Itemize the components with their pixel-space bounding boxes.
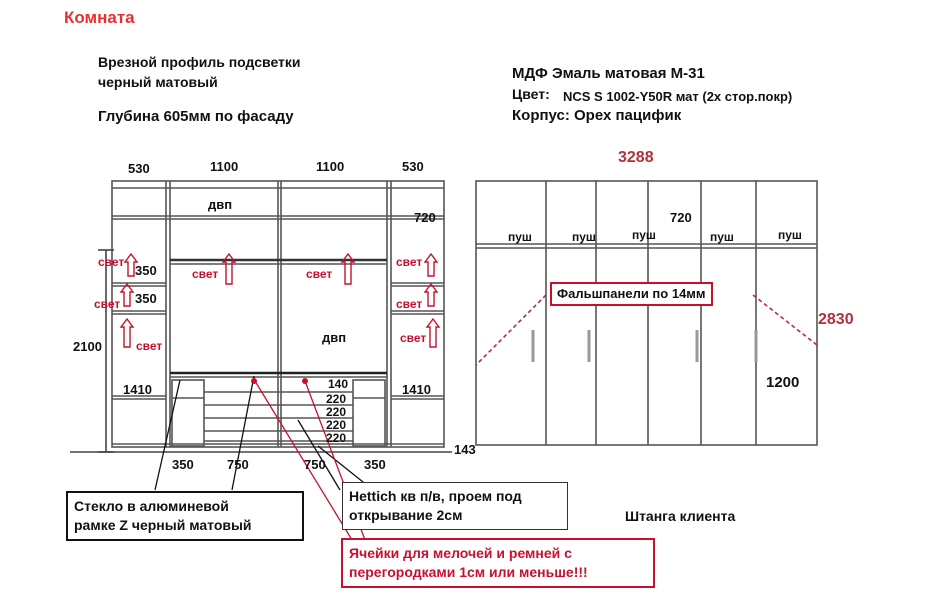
cells-callout-line1: Ячейки для мелочей и ремней с [349,545,572,561]
depth-note: Глубина 605мм по фасаду [98,108,294,125]
light-label-center-1: свет [192,267,219,281]
push-label-2: пуш [572,230,596,244]
glass-callout-line1: Стекло в алюминевой [74,498,229,514]
bottom-width-1: 350 [172,457,194,472]
drawer-220-label-4: 220 [326,431,347,445]
top-dvp-label: двп [208,197,233,212]
height-2100-label: 2100 [73,339,102,354]
profile-note-line2: черный матовый [98,74,218,90]
drawer-140-label: 140 [328,377,349,391]
material-note: МДФ Эмаль матовая М-31 [512,65,705,82]
left-1410-label: 1410 [123,382,152,397]
light-label-center-2: свет [306,267,333,281]
push-label-1: пуш [508,230,532,244]
hettich-callout [342,482,568,530]
width-label-4: 530 [402,159,424,174]
right-facade-outline [476,181,817,445]
drawer-220-label-2: 220 [326,405,347,419]
bottom-width-4: 350 [364,457,386,472]
middle-dvp-label: двп [322,330,347,345]
light-label-left-1: свет [98,255,125,269]
width-label-2: 1100 [210,159,239,174]
light-label-left-3: свет [136,339,163,353]
light-label-right-1: свет [396,255,423,269]
shelf-350-label-a: 350 [135,263,157,278]
drawer-220-label-1: 220 [326,392,347,406]
right-1410-label: 1410 [402,382,431,397]
drawer-220-label-3: 220 [326,418,347,432]
cells-callout [341,538,655,588]
total-width-3288: 3288 [618,149,654,166]
room-title: Комната [64,8,135,27]
right-view-720-label: 720 [670,210,692,225]
plinth-143-label: 143 [454,442,476,457]
color-value: NCS S 1002-Y50R мат (2х стор.покр) [563,89,793,104]
light-label-right-3: свет [400,331,427,345]
width-label-1: 530 [128,161,150,176]
shelf-350-label-b: 350 [135,291,157,306]
hettich-callout-line1: Hettich кв п/в, проем под [349,488,522,504]
width-label-3: 1100 [316,159,345,174]
height-1200-label: 1200 [766,374,800,391]
right-720-label: 720 [414,210,436,225]
bottom-width-3: 750 [304,457,326,472]
body-note: Корпус: Орех пацифик [512,107,682,124]
glass-callout [66,491,304,541]
bottom-width-2: 750 [227,457,249,472]
false-panels-box [550,282,713,306]
false-panels-text: Фальшпанели по 14мм [557,286,706,301]
hettich-callout-line2: открывание 2см [349,506,463,523]
light-label-right-2: свет [396,297,423,311]
push-label-3: пуш [632,228,656,242]
push-label-5: пуш [778,228,802,242]
push-label-4: пуш [710,230,734,244]
rod-note: Штанга клиента [625,508,736,524]
light-label-left-2: свет [94,297,121,311]
color-label: Цвет: [512,86,550,102]
profile-note-line1: Врезной профиль подсветки [98,54,301,70]
glass-callout-line2: рамке Z черный матовый [74,516,252,533]
cells-callout-line2: перегородками 1см или меньше!!! [349,563,588,580]
total-height-2830: 2830 [818,311,854,328]
